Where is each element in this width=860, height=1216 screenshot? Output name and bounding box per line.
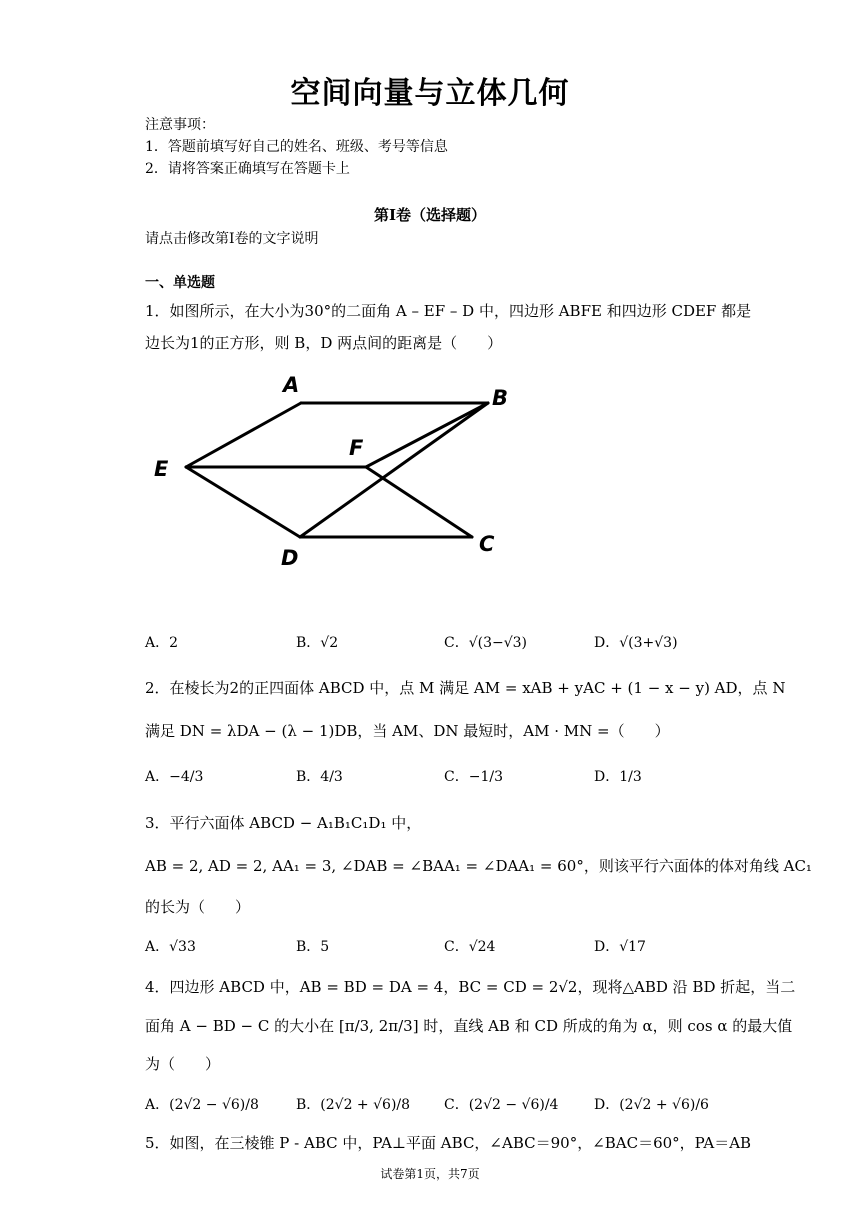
notice-heading: 注意事项： (145, 117, 215, 133)
question-1-line-1: 1．如图所示，在大小为30°的二面角 A – EF – D 中，四边形 ABFE 和四边形 CDEF 都是 (145, 302, 752, 320)
question-1-option-b[interactable]: B．√2 (296, 635, 339, 651)
question-1-option-a[interactable]: A．2 (145, 635, 179, 651)
question-3-line-1: 3．平行六面体 ABCD − A₁B₁C₁D₁ 中， (145, 814, 422, 832)
question-3-line-2: AB = 2, AD = 2, AA₁ = 3, ∠DAB = ∠BAA₁ = ∠DAA₁ = 60°，则该平行六面体的体对角线 AC₁ (145, 857, 812, 875)
question-2-line-1: 2．在棱长为2的正四面体 ABCD 中，点 M 满足 AM = xAB + yAC + (1 − x − y) AD，点 N (145, 679, 786, 697)
question-4-line-1: 4．四边形 ABCD 中，AB = BD = DA = 4，BC = CD = 2√2，现将△ABD 沿 BD 折起，当二 (145, 978, 796, 996)
question-3-option-d[interactable]: D．√17 (594, 939, 646, 955)
page-title: 空间向量与立体几何 (290, 76, 570, 111)
question-4-option-c[interactable]: C．(2√2 − √6)/4 (444, 1097, 559, 1113)
figure-label-d: D (281, 546, 299, 570)
dihedral-angle-figure (140, 365, 540, 580)
section-heading: 一、单选题 (145, 275, 215, 291)
question-4-option-b[interactable]: B．(2√2 + √6)/8 (296, 1097, 411, 1113)
figure-label-c: C (479, 532, 495, 556)
question-2-option-a[interactable]: A．−4/3 (145, 769, 204, 785)
question-2-option-b[interactable]: B．4/3 (296, 769, 343, 785)
notice-item: 1．答题前填写好自己的姓名、班级、考号等信息 (145, 139, 448, 155)
question-3-line-3: 的长为（ ） (145, 898, 251, 916)
question-3-option-a[interactable]: A．√33 (145, 939, 196, 955)
question-4-option-a[interactable]: A．(2√2 − √6)/8 (145, 1097, 259, 1113)
figure-edges (186, 403, 488, 537)
figure-label-b: B (492, 386, 509, 410)
question-1-option-d[interactable]: D．√(3+√3) (594, 635, 678, 651)
question-1-line-2: 边长为1的正方形，则 B，D 两点间的距离是（ ） (145, 334, 503, 352)
question-4-option-d[interactable]: D．(2√2 + √6)/6 (594, 1097, 709, 1113)
question-4-line-2: 面角 A − BD − C 的大小在 [π/3, 2π/3] 时，直线 AB 和 CD 所成的角为 α，则 cos α 的最大值 (145, 1017, 793, 1035)
question-3-option-c[interactable]: C．√24 (444, 939, 496, 955)
question-2-option-d[interactable]: D．1/3 (594, 769, 642, 785)
notice-item: 2．请将答案正确填写在答题卡上 (145, 161, 350, 177)
volume-heading: 第I卷（选择题） (373, 206, 487, 224)
question-2-line-2: 满足 DN = λDA − (λ − 1)DB，当 AM、DN 最短时，AM · MN =（ ） (145, 722, 670, 740)
figure-label-a: A (283, 373, 300, 397)
figure-label-f: F (349, 436, 364, 460)
page-footer: 试卷第1页，共7页 (380, 1167, 480, 1181)
volume-note: 请点击修改第I卷的文字说明 (145, 231, 319, 247)
question-5-line-1: 5．如图，在三棱锥 P - ABC 中，PA⊥平面 ABC，∠ABC＝90°，∠BAC＝60°，PA＝AB (145, 1134, 752, 1152)
question-1-option-c[interactable]: C．√(3−√3) (444, 635, 528, 651)
figure-label-e: E (154, 457, 169, 481)
question-4-line-3: 为（ ） (145, 1055, 221, 1073)
question-2-option-c[interactable]: C．−1/3 (444, 769, 503, 785)
question-3-option-b[interactable]: B．5 (296, 939, 330, 955)
